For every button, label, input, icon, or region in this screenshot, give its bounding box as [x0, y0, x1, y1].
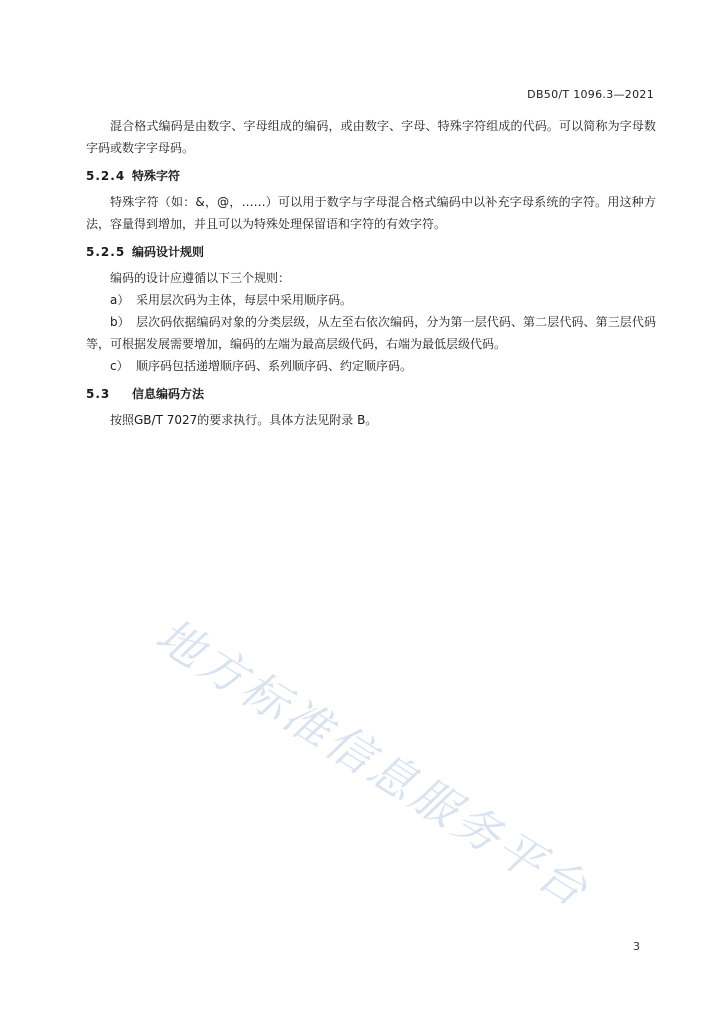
document-body: [86, 115, 656, 431]
section-title: 编码设计规则: [132, 245, 205, 259]
list-item: [86, 289, 656, 311]
section-number: 5.2.5: [86, 245, 126, 259]
section-title: 特殊字符: [132, 169, 181, 183]
list-item-text: 顺序码包括递增顺序码、系列顺序码、约定顺序码。: [136, 359, 413, 373]
list-marker: c）: [110, 359, 129, 373]
document-code: DB50/T 1096.3—2021: [527, 88, 654, 101]
list-marker: b）: [110, 315, 130, 329]
section-heading-5-2-4: [86, 165, 656, 187]
list-item: [86, 355, 656, 377]
section-number: 5.3: [86, 387, 111, 401]
list-item-text: 层次码依据编码对象的分类层级，从左至右依次编码，分为第一层代码、第二层代码、第三层代码等，可根据发展需要增加，编码的左端为最高层级代码，右端为最低层级代码。: [86, 315, 656, 351]
page-number: 3: [633, 940, 640, 953]
list-item-text: 采用层次码为主体，每层中采用顺序码。: [136, 293, 353, 307]
watermark-text: 地方标准信息服务平台: [146, 607, 600, 919]
section-paragraph: 特殊字符（如：&，@，……）可以用于数字与字母混合格式编码中以补充字母系统的字符。用这种方法，容量得到增加，并且可以为特殊处理保留语和字符的有效字符。: [86, 195, 656, 231]
section-paragraph: 编码的设计应遵循以下三个规则：: [110, 271, 291, 285]
section-title: 信息编码方法: [132, 387, 205, 401]
section-paragraph: 按照GB/T 7027的要求执行。具体方法见附录 B。: [110, 413, 378, 427]
section-number: 5.2.4: [86, 169, 126, 183]
section-heading-5-2-5: [86, 241, 656, 263]
list-marker: a）: [110, 293, 130, 307]
list-item: [86, 311, 656, 355]
intro-paragraph: 混合格式编码是由数字、字母组成的编码，或由数字、字母、特殊字符组成的代码。可以简称为字母数字码或数字字母码。: [86, 119, 656, 155]
section-heading-5-3: [86, 383, 656, 405]
